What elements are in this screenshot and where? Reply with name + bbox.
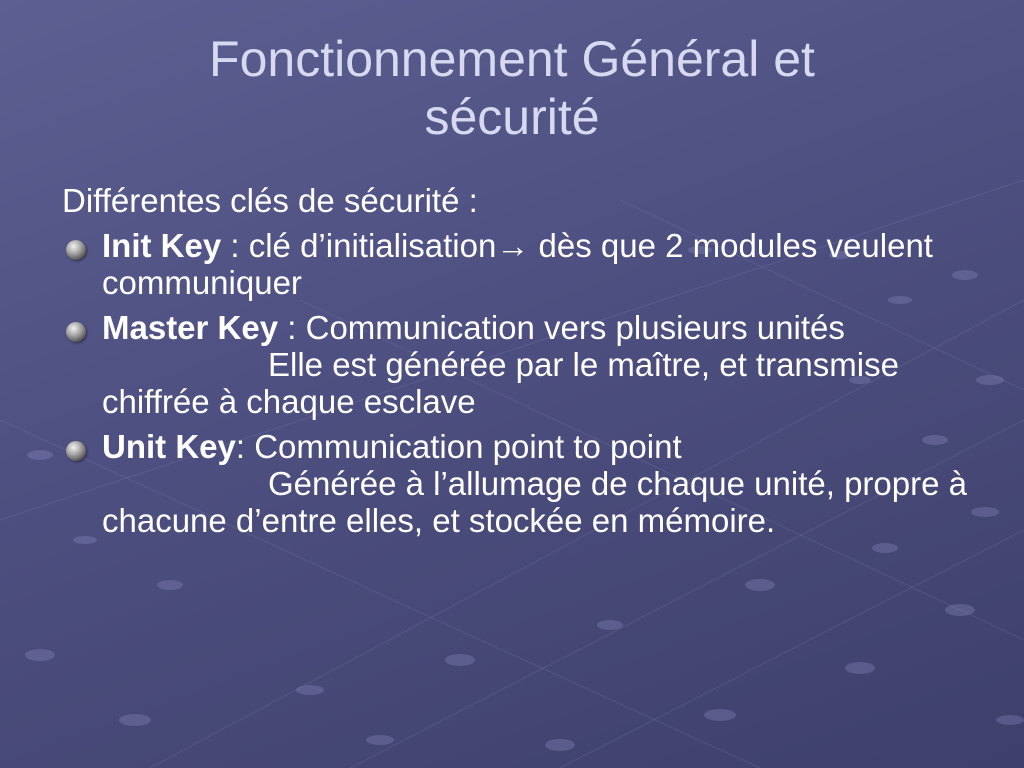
bullet-unit-key-text — [102, 428, 972, 465]
init-key-description-end: dès que 2 modules veulent communiquer — [102, 227, 933, 301]
init-key-separator: : — [221, 227, 249, 264]
bullet-unit-key — [62, 428, 972, 539]
unit-key-description: Communication point to point — [254, 428, 682, 465]
right-arrow-icon: → — [496, 227, 530, 264]
master-key-description: Communication vers plusieurs unités — [305, 309, 845, 346]
slide-title — [0, 30, 1024, 146]
init-key-description: clé d’initialisation — [248, 227, 497, 264]
intro-text: Différentes clés de sécurité : — [62, 182, 478, 219]
slide-title-line-1: Fonctionnement Général et — [209, 31, 815, 87]
master-key-term: Master Key — [102, 309, 279, 346]
bullet-init-key — [62, 227, 972, 301]
grey-sphere-bullet-icon — [66, 322, 86, 342]
master-key-separator: : — [278, 309, 306, 346]
grey-sphere-bullet-icon — [66, 240, 86, 260]
unit-key-detail: Générée à l’allumage de chaque unité, propre à chacune d’entre elles, et stockée en mémoire. — [102, 465, 967, 539]
slide-title-line-2: sécurité — [424, 89, 600, 145]
grey-sphere-bullet-icon — [66, 441, 86, 461]
init-key-term: Init Key — [102, 227, 222, 264]
bullet-master-key-text — [102, 309, 972, 346]
master-key-detail: Elle est générée par le maître, et transmise chiffrée à chaque esclave — [102, 346, 899, 420]
unit-key-separator: : — [235, 428, 255, 465]
slide-body — [62, 182, 972, 539]
bullet-master-key — [62, 309, 972, 420]
unit-key-term: Unit Key — [102, 428, 236, 465]
bullet-init-key-text — [102, 227, 972, 301]
